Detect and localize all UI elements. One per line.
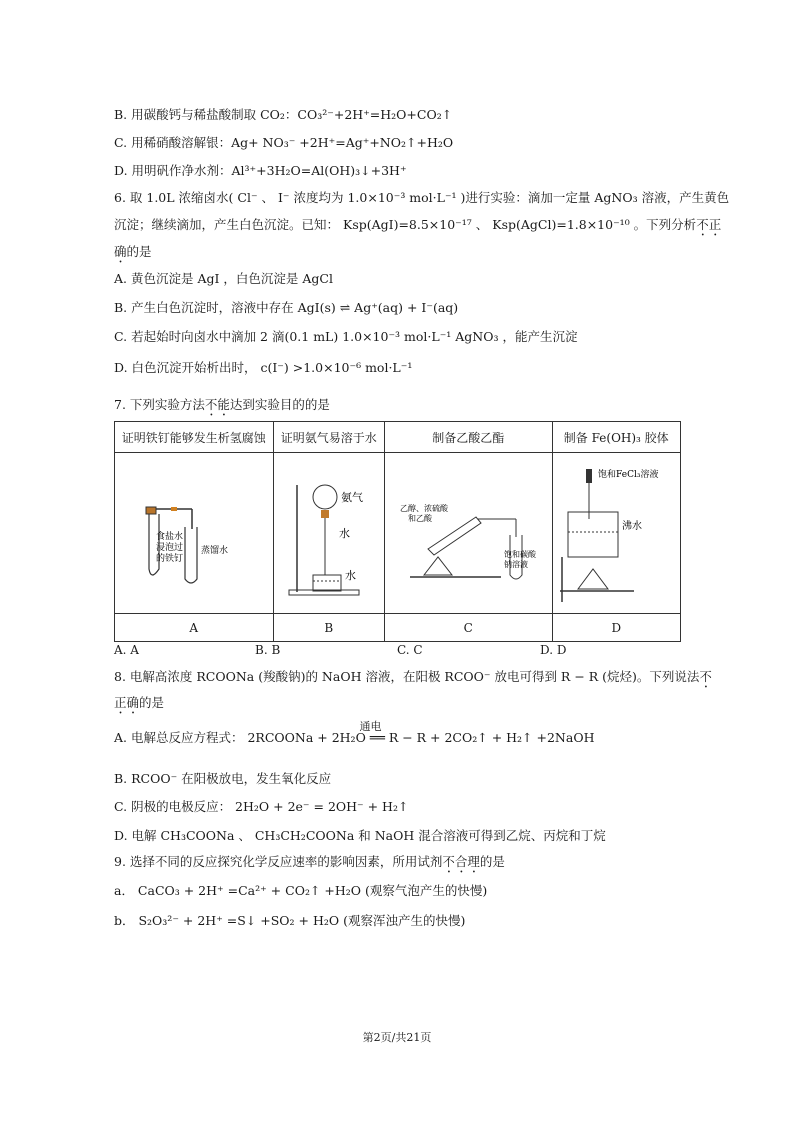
choice-a: A. A [114,643,139,657]
table-header-a: 证明铁钉能够发生析氢腐蚀 [115,422,274,453]
figure-d-fe-oh3-colloid [554,457,679,607]
table-header-c: 制备乙酸乙酯 [385,422,553,453]
table-header-d: 制备 Fe(OH)₃ 胶体 [552,422,681,453]
question-6-option-d: D. 白色沉淀开始析出时， c(I⁻) >1.0×10⁻⁶ mol·L⁻¹ [114,360,413,375]
question-8-option-b: B. RCOO⁻ 在阳极放电，发生氧化反应 [114,771,332,786]
option-c-silver: C. 用稀硝酸溶解银：Ag+ NO₃⁻ +2H⁺=Ag⁺+NO₂↑+H₂O [114,135,454,150]
svg-text:氨气: 氨气 [340,490,363,504]
question-8-stem-line2: 正确的是 [114,695,165,710]
question-8-option-a: A. 电解总反应方程式： 通电 2RCOONa + 2H₂O ══ R − R + 2CO₂↑ + H₂↑ +2NaOH [114,720,595,745]
figure-a-cell [115,453,274,614]
figure-b-label: B [273,614,385,642]
figure-d-label: D [552,614,681,642]
svg-text:钠溶液: 钠溶液 [504,559,529,569]
figure-d-cell [552,453,681,614]
svg-text:的铁钉: 的铁钉 [155,553,183,564]
svg-text:蒸馏水: 蒸馏水 [200,545,228,556]
question-9-item-a: a． CaCO₃ + 2H⁺ =Ca²⁺ + CO₂↑ +H₂O (观察气泡产生的快慢) [114,883,488,898]
question-9-stem: 9. 选择不同的反应探究化学反应速率的影响因素，所用试剂不合理的是 [114,854,505,869]
question-6-option-c: C. 若起始时向卤水中滴加 2 滴(0.1 mL) 1.0×10⁻³ mol·L⁻¹ AgNO₃ ，能产生沉淀 [114,329,578,344]
table-header-b: 证明氨气易溶于水 [273,422,385,453]
svg-text:乙醇、浓硫酸: 乙醇、浓硫酸 [400,503,449,513]
choice-d: D. D [540,643,567,657]
figure-c-label: C [385,614,553,642]
page-footer: 第2页/共21页 [362,1031,432,1044]
svg-text:浸泡过: 浸泡过 [155,542,183,553]
figure-a-iron-nail-apparatus [119,457,269,607]
experiment-table [114,421,681,642]
svg-text:食盐水: 食盐水 [155,531,183,542]
figure-b-cell [273,453,385,614]
question-6-stem-line2: 沉淀；继续滴加，产生白色沉淀。已知： Ksp(AgI)=8.5×10⁻¹⁷ 、 Ksp(AgCl)=1.8×10⁻¹⁰ 。下列分析不正 [114,217,722,232]
choice-b: B. B [255,643,281,657]
option-d-alum: D. 用明矾作净水剂：Al³⁺+3H₂O=Al(OH)₃↓+3H⁺ [114,163,407,178]
question-9-item-b: b． S₂O₃²⁻ + 2H⁺ =S↓ +SO₂ + H₂O (观察浑浊产生的快慢) [114,913,466,928]
emphasis-not-correct: 不正 [696,217,722,232]
svg-text:和乙酸: 和乙酸 [408,513,433,523]
svg-text:水: 水 [338,526,350,540]
question-6-stem-line1: 6. 取 1.0L 浓缩卤水( Cl⁻ 、 I⁻ 浓度均为 1.0×10⁻³ mol·L⁻¹ )进行实验：滴加一定量 AgNO₃ 溶液，产生黄色 [114,190,730,205]
figure-c-ethyl-acetate-setup [386,457,550,607]
option-b-caco3: B. 用碳酸钙与稀盐酸制取 CO₂：CO₃²⁻+2H⁺=H₂O+CO₂↑ [114,107,453,122]
question-8-option-d: D. 电解 CH₃COONa 、 CH₃CH₂COONa 和 NaOH 混合溶液可得到乙烷、丙烷和丁烷 [114,828,606,843]
question-6-option-a: A. 黄色沉淀是 AgI ，白色沉淀是 AgCl [114,271,333,286]
svg-text:饱和FeCl₃溶液: 饱和FeCl₃溶液 [597,469,659,480]
electrolysis-condition: 通电 [359,720,382,733]
figure-a-label: A [115,614,274,642]
svg-text:沸水: 沸水 [621,520,642,532]
figure-b-ammonia-fountain [275,457,383,607]
question-7-stem: 7. 下列实验方法不能达到实验目的的是 [114,397,330,412]
question-8-stem-line1: 8. 电解高浓度 RCOONa (羧酸钠)的 NaOH 溶液，在阳极 RCOO⁻ 放电可得到 R − R (烷烃)。下列说法不 [114,669,712,684]
question-6-stem-line3: 确的是 [114,244,152,259]
svg-text:水: 水 [344,568,356,582]
figure-c-cell [385,453,553,614]
question-8-option-c: C. 阴极的电极反应： 2H₂O + 2e⁻ = 2OH⁻ + H₂↑ [114,799,409,814]
svg-text:饱和碳酸: 饱和碳酸 [504,549,537,559]
choice-c: C. C [397,643,423,657]
question-6-option-b: B. 产生白色沉淀时，溶液中存在 AgI(s) ⇌ Ag⁺(aq) + I⁻(aq) [114,300,459,315]
